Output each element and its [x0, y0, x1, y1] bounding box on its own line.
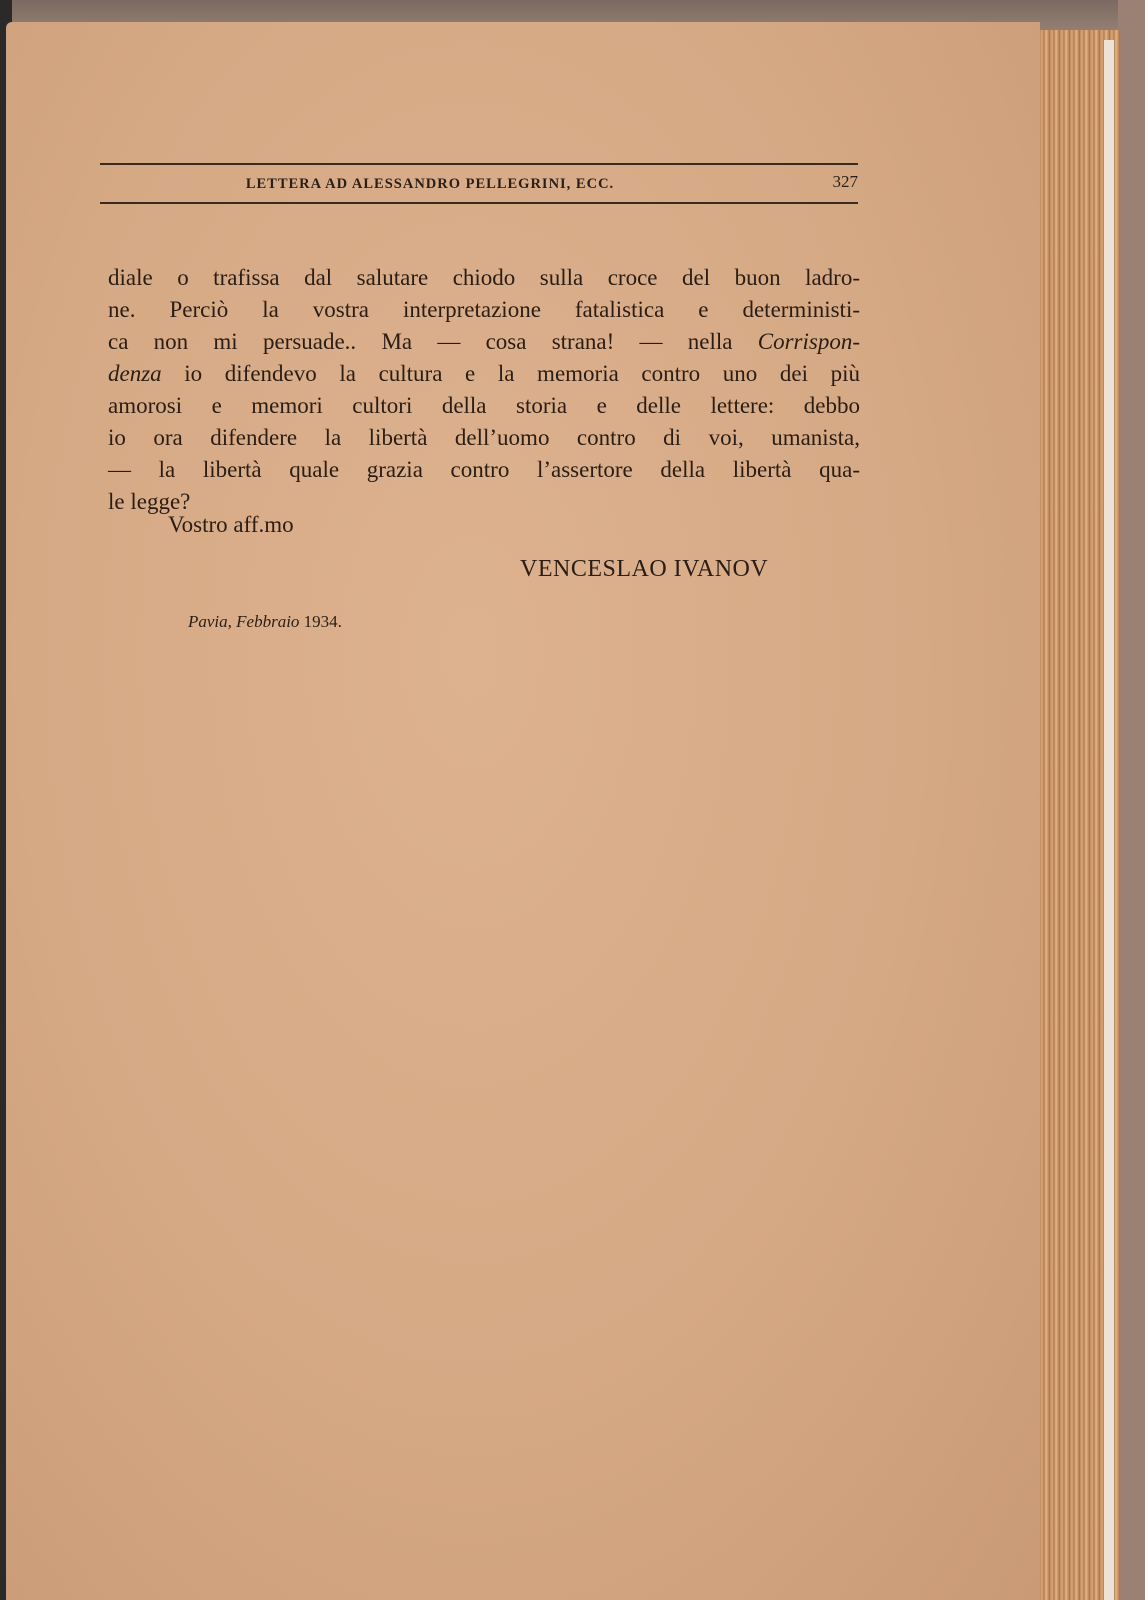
body-line	[108, 358, 860, 390]
body-line: amorosi e memori cultori della storia e delle lettere: debbo	[108, 393, 860, 418]
page-number: 327	[832, 172, 858, 191]
signature: VENCESLAO IVANOV	[520, 556, 769, 582]
body-line: ne. Perciò la vostra interpretazione fatalistica e deterministi-	[108, 297, 860, 322]
letter-body	[108, 262, 860, 518]
body-line: — la libertà quale grazia contro l’assertore della libertà qua-	[108, 457, 860, 482]
body-line: diale o trafissa dal salutare chiodo sulla croce del buon ladro-	[108, 265, 860, 290]
closing-salutation: Vostro aff.mo	[168, 512, 294, 537]
body-line: le legge?	[108, 489, 191, 514]
book-page	[6, 22, 1040, 1600]
page-edge-white	[1104, 40, 1114, 1600]
italic-word-end: denza	[108, 361, 162, 386]
header-rule-bottom	[100, 202, 858, 204]
body-line	[108, 326, 860, 358]
body-line: io ora difendere la libertà dell’uomo contro di voi, umanista,	[108, 425, 860, 450]
body-line-text: ca non mi persuade.. Ma — cosa strana! — nella	[108, 329, 733, 354]
body-line-text: io difendevo la cultura e la memoria contro uno dei più	[161, 361, 860, 386]
place-date	[188, 612, 342, 632]
book-cover-right	[1118, 0, 1145, 1600]
italic-word-start: Corrispon-	[757, 329, 861, 354]
place: Pavia, Febbraio	[188, 612, 300, 631]
year: 1934.	[303, 612, 342, 631]
header-rule-top	[100, 163, 858, 165]
running-title: LETTERA AD ALESSANDRO PELLEGRINI, ECC.	[245, 176, 615, 192]
